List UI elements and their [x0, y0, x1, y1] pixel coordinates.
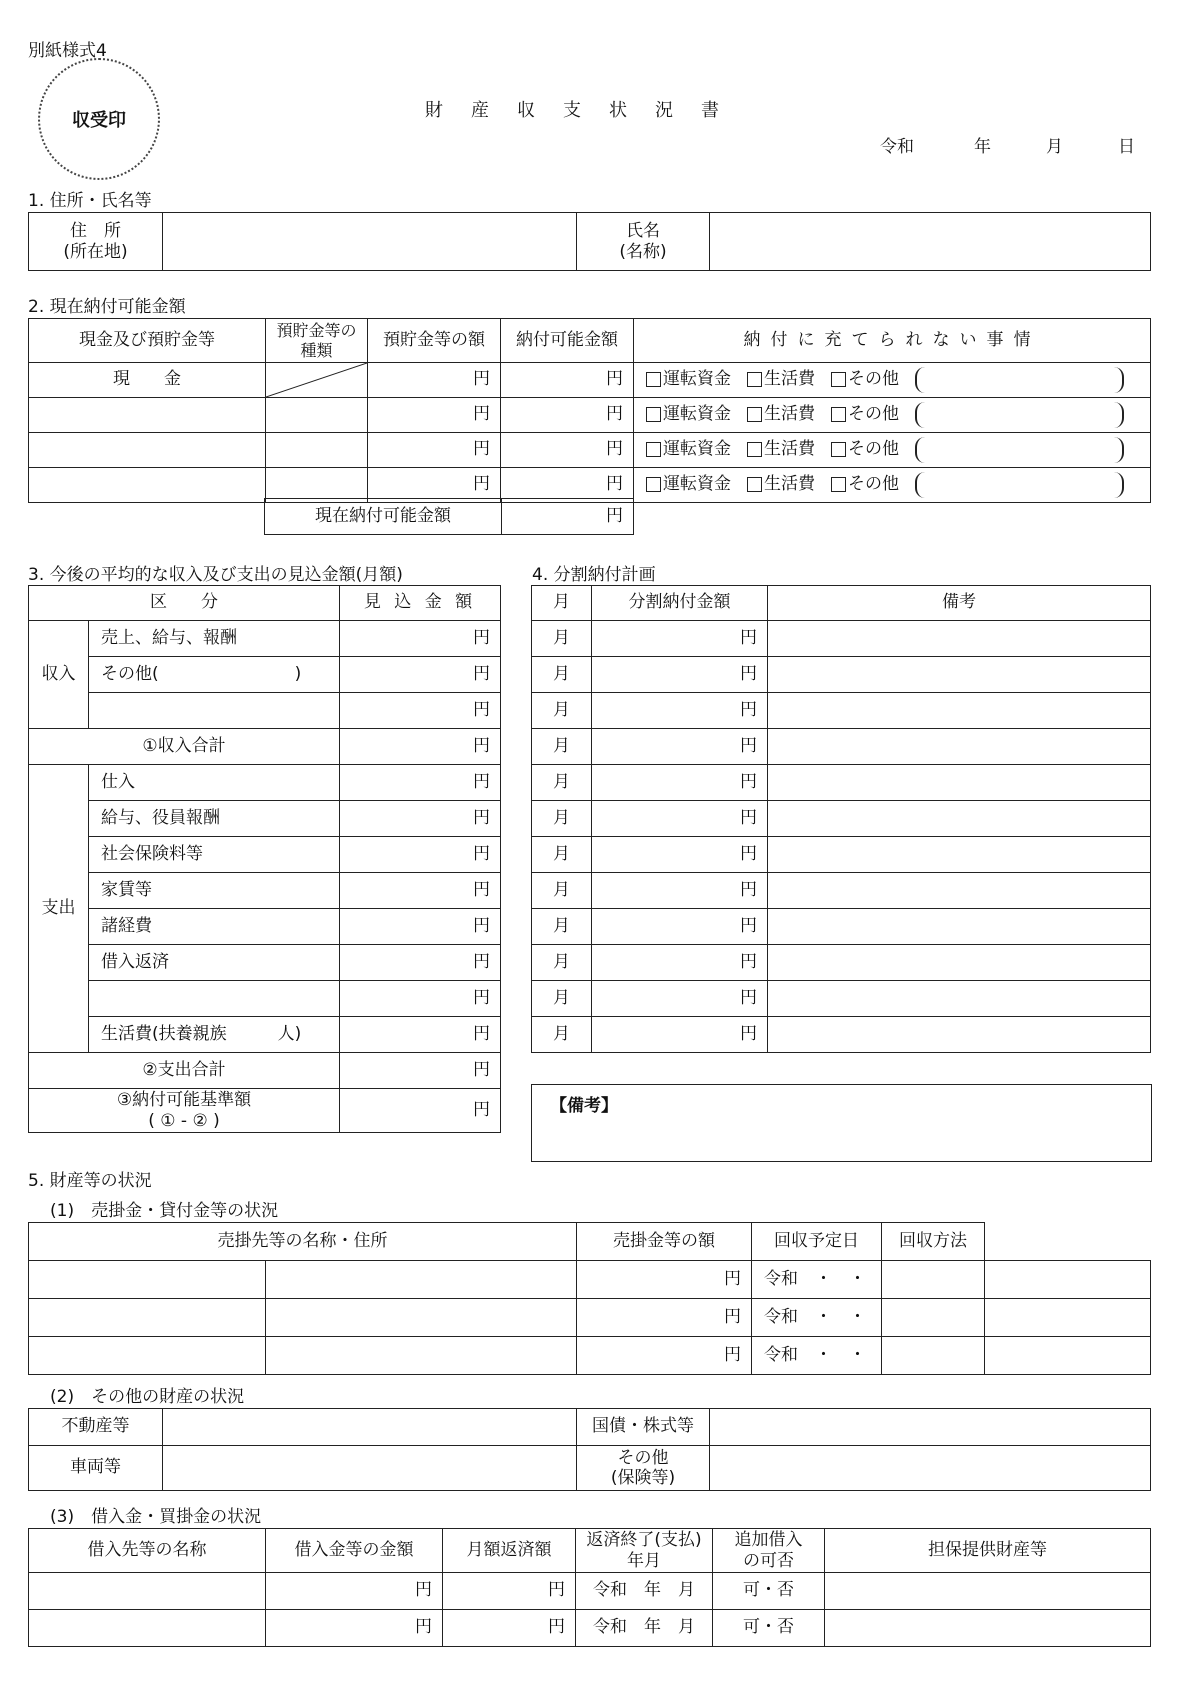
section5-1-heading: (1) 売掛金・貸付金等の状況: [50, 1201, 279, 1221]
collect-method[interactable]: [985, 1337, 1151, 1375]
income-amount[interactable]: 円: [340, 693, 501, 729]
debtor-name[interactable]: [29, 1261, 266, 1299]
expense-amount[interactable]: 円: [340, 909, 501, 945]
diagonal-cell: [266, 363, 368, 398]
plan-month[interactable]: 月: [532, 621, 592, 657]
end-date[interactable]: 令和 年 月: [576, 1573, 713, 1610]
h-plan-amount: 分割納付金額: [592, 586, 768, 621]
cash-field[interactable]: [29, 398, 266, 433]
expense-item: 借入返済: [89, 945, 340, 981]
name-label: 氏名 (名称): [577, 213, 710, 271]
income-item: 売上、給与、報酬: [89, 621, 340, 657]
expense-amount[interactable]: 円: [340, 801, 501, 837]
h-loan-amount: 借入金等の金額: [266, 1529, 443, 1573]
debtor-name[interactable]: [29, 1337, 266, 1375]
payable-field[interactable]: 円: [501, 433, 634, 468]
plan-row: [532, 945, 1151, 981]
plan-amount[interactable]: 円: [592, 981, 768, 1017]
plan-amount[interactable]: 円: [592, 873, 768, 909]
h-end-date: 返済終了(支払) 年月: [576, 1529, 713, 1573]
h-kubun: 区 分: [29, 586, 340, 621]
plan-row: [532, 621, 1151, 657]
expense-row: [29, 1017, 501, 1053]
plan-remark[interactable]: [768, 981, 1151, 1017]
page-title: 財産収支状況書: [425, 100, 747, 121]
available-amount-table: [28, 318, 1151, 503]
loan-row: [29, 1610, 1151, 1647]
section4-heading: 4. 分割納付計画: [532, 565, 656, 585]
plan-row: [532, 693, 1151, 729]
plan-remark[interactable]: [768, 945, 1151, 981]
plan-month[interactable]: 月: [532, 657, 592, 693]
reason-cell: [634, 398, 1151, 433]
debtor-name[interactable]: [29, 1299, 266, 1337]
expense-row: [29, 837, 501, 873]
plan-amount[interactable]: 円: [592, 945, 768, 981]
other-label: その他 (保険等): [577, 1446, 710, 1491]
plan-amount[interactable]: 円: [592, 1017, 768, 1053]
expense-item: 家賃等: [89, 873, 340, 909]
collateral[interactable]: [825, 1573, 1151, 1610]
plan-month[interactable]: 月: [532, 693, 592, 729]
receivable-row: [29, 1337, 1151, 1375]
plan-remark[interactable]: [768, 873, 1151, 909]
date-era: 令和: [880, 137, 914, 157]
section5-2-heading: (2) その他の財産の状況: [50, 1387, 245, 1407]
expense-row: [29, 981, 501, 1017]
collect-date[interactable]: 令和 ・ ・: [752, 1261, 882, 1299]
h-collateral: 担保提供財産等: [825, 1529, 1151, 1573]
remarks-box[interactable]: [531, 1084, 1152, 1162]
collect-date[interactable]: 令和 ・ ・: [752, 1337, 882, 1375]
h-deposit-type: 預貯金等の種類: [266, 319, 368, 363]
deposit-amount-field[interactable]: 円: [368, 398, 501, 433]
plan-row: [532, 657, 1151, 693]
h-cash: 現金及び預貯金等: [29, 319, 266, 363]
deposit-row: [29, 398, 1151, 433]
h-collect-date: 回収予定日: [752, 1223, 882, 1261]
section5-3-heading: (3) 借入金・買掛金の状況: [50, 1507, 262, 1527]
plan-month[interactable]: 月: [532, 765, 592, 801]
plan-amount[interactable]: 円: [592, 693, 768, 729]
reason-checkbox[interactable]: その他: [831, 440, 899, 460]
section2-heading: 2. 現在納付可能金額: [28, 297, 186, 317]
income-amount[interactable]: 円: [340, 621, 501, 657]
date-line: [880, 132, 1135, 157]
collateral[interactable]: [825, 1610, 1151, 1647]
lender-name[interactable]: [29, 1573, 266, 1610]
expense-item: [89, 981, 340, 1017]
h-plan-remark: 備考: [768, 586, 1151, 621]
address-field[interactable]: [163, 213, 577, 271]
reason-cell: [634, 468, 1151, 503]
receivables-table: [28, 1222, 1151, 1375]
loans-table: [28, 1528, 1151, 1647]
date-month: 月: [1046, 137, 1063, 157]
base-amount-value[interactable]: 円: [340, 1089, 501, 1133]
receivable-kind[interactable]: [882, 1299, 985, 1337]
expense-amount[interactable]: 円: [340, 981, 501, 1017]
income-amount[interactable]: 円: [340, 657, 501, 693]
reason-checkbox[interactable]: その他: [831, 475, 899, 495]
realestate-field[interactable]: [163, 1409, 577, 1446]
expense-row: [29, 765, 501, 801]
income-total-amount[interactable]: 円: [340, 729, 501, 765]
expense-amount[interactable]: 円: [340, 945, 501, 981]
plan-amount[interactable]: 円: [592, 657, 768, 693]
h-payable: 納付可能金額: [501, 319, 634, 363]
cash-label: 現 金: [29, 363, 266, 398]
collect-method[interactable]: [985, 1299, 1151, 1337]
receivable-amount[interactable]: 円: [577, 1337, 752, 1375]
other-assets-table: [28, 1408, 1151, 1491]
section3-heading: 3. 今後の平均的な収入及び支出の見込金額(月額): [28, 565, 403, 585]
deposit-amount-field[interactable]: 円: [368, 363, 501, 398]
collect-date[interactable]: 令和 ・ ・: [752, 1299, 882, 1337]
reason-bracket-field[interactable]: [915, 367, 1124, 393]
expense-item: 社会保険料等: [89, 837, 340, 873]
plan-month[interactable]: 月: [532, 801, 592, 837]
expense-item: 生活費(扶養親族 人): [89, 1017, 340, 1053]
h-method: 回収方法: [882, 1223, 985, 1261]
receivable-kind[interactable]: [882, 1337, 985, 1375]
debtor-address[interactable]: [266, 1299, 577, 1337]
bonds-field[interactable]: [710, 1409, 1151, 1446]
installment-plan-table: [531, 585, 1151, 1053]
lender-name[interactable]: [29, 1610, 266, 1647]
reason-checkbox[interactable]: 生活費: [747, 405, 815, 425]
expense-label: 支出: [29, 765, 89, 1053]
additional-loan[interactable]: 可・否: [713, 1573, 825, 1610]
receivable-kind[interactable]: [882, 1261, 985, 1299]
expense-item: 諸経費: [89, 909, 340, 945]
reason-bracket-field[interactable]: [915, 402, 1124, 428]
reason-checkbox[interactable]: 運転資金: [646, 405, 731, 425]
base-amount-label: ③納付可能基準額 ( ① - ② ): [29, 1089, 340, 1133]
expense-amount[interactable]: 円: [340, 765, 501, 801]
section1-heading: 1. 住所・氏名等: [28, 191, 152, 211]
h-monthly: 月額返済額: [443, 1529, 576, 1573]
reason-bracket-field[interactable]: [915, 472, 1124, 498]
reason-checkbox[interactable]: 生活費: [747, 370, 815, 390]
expense-item: 給与、役員報酬: [89, 801, 340, 837]
plan-month[interactable]: 月: [532, 981, 592, 1017]
plan-amount[interactable]: 円: [592, 801, 768, 837]
income-row: [29, 693, 501, 729]
plan-amount[interactable]: 円: [592, 909, 768, 945]
loan-amount[interactable]: 円: [266, 1610, 443, 1647]
other-field[interactable]: [710, 1446, 1151, 1491]
deposit-amount-field[interactable]: 円: [368, 433, 501, 468]
plan-remark[interactable]: [768, 729, 1151, 765]
date-day: 日: [1118, 137, 1135, 157]
receivable-amount[interactable]: 円: [577, 1299, 752, 1337]
income-item: その他( ): [89, 657, 340, 693]
payable-field[interactable]: 円: [501, 398, 634, 433]
receipt-stamp: 収受印: [38, 58, 160, 180]
date-year: 年: [974, 137, 991, 157]
expense-row: [29, 873, 501, 909]
form-number: 別紙様式4: [28, 41, 107, 61]
expense-total-label: ②支出合計: [29, 1053, 340, 1089]
plan-row: [532, 765, 1151, 801]
reason-checkbox[interactable]: 生活費: [747, 475, 815, 495]
plan-row: [532, 1017, 1151, 1053]
plan-remark[interactable]: [768, 1017, 1151, 1053]
reason-checkbox[interactable]: 運転資金: [646, 370, 731, 390]
payable-field[interactable]: 円: [501, 363, 634, 398]
cash-field[interactable]: [29, 433, 266, 468]
vehicles-field[interactable]: [163, 1446, 577, 1491]
income-total-label: ①収入合計: [29, 729, 340, 765]
plan-month[interactable]: 月: [532, 729, 592, 765]
address-label: 住 所 (所在地): [29, 213, 163, 271]
plan-amount[interactable]: 円: [592, 729, 768, 765]
remarks-label: 【備考】: [550, 1096, 618, 1116]
monthly-payment[interactable]: 円: [443, 1610, 576, 1647]
name-field[interactable]: [710, 213, 1151, 271]
plan-remark[interactable]: [768, 657, 1151, 693]
receivable-row: [29, 1299, 1151, 1337]
available-total-label: 現在納付可能金額: [265, 499, 502, 535]
reason-cell: [634, 433, 1151, 468]
deposit-row: [29, 363, 1151, 398]
receivable-amount[interactable]: 円: [577, 1261, 752, 1299]
plan-remark[interactable]: [768, 693, 1151, 729]
h-deposit-amount: 預貯金等の額: [368, 319, 501, 363]
debtor-address[interactable]: [266, 1337, 577, 1375]
cash-field[interactable]: [29, 468, 266, 503]
plan-amount[interactable]: 円: [592, 837, 768, 873]
income-label: 収入: [29, 621, 89, 729]
plan-row: [532, 729, 1151, 765]
monthly-payment[interactable]: 円: [443, 1573, 576, 1610]
plan-row: [532, 981, 1151, 1017]
expense-amount[interactable]: 円: [340, 873, 501, 909]
plan-remark[interactable]: [768, 621, 1151, 657]
additional-loan[interactable]: 可・否: [713, 1610, 825, 1647]
vehicles-label: 車両等: [29, 1446, 163, 1491]
plan-row: [532, 801, 1151, 837]
end-date[interactable]: 令和 年 月: [576, 1610, 713, 1647]
deposit-type-field[interactable]: [266, 433, 368, 468]
available-total-yen[interactable]: 円: [502, 499, 634, 535]
available-total-row: [264, 498, 634, 535]
expense-amount[interactable]: 円: [340, 837, 501, 873]
plan-row: [532, 837, 1151, 873]
reason-checkbox[interactable]: 生活費: [747, 440, 815, 460]
plan-row: [532, 909, 1151, 945]
loan-row: [29, 1573, 1151, 1610]
plan-remark[interactable]: [768, 837, 1151, 873]
h-debtor: 売掛先等の名称・住所: [29, 1223, 577, 1261]
income-item: [89, 693, 340, 729]
reason-checkbox[interactable]: 運転資金: [646, 475, 731, 495]
reason-cell: [634, 363, 1151, 398]
plan-month[interactable]: 月: [532, 945, 592, 981]
expense-amount[interactable]: 円: [340, 1017, 501, 1053]
income-row: [29, 621, 501, 657]
h-amount: 見 込 金 額: [340, 586, 501, 621]
payable-field[interactable]: 円: [501, 468, 634, 503]
plan-month[interactable]: 月: [532, 1017, 592, 1053]
realestate-label: 不動産等: [29, 1409, 163, 1446]
reason-bracket-field[interactable]: [915, 437, 1124, 463]
collect-method[interactable]: [985, 1261, 1151, 1299]
plan-remark[interactable]: [768, 801, 1151, 837]
reason-checkbox[interactable]: その他: [831, 405, 899, 425]
plan-amount[interactable]: 円: [592, 621, 768, 657]
debtor-address[interactable]: [266, 1261, 577, 1299]
deposit-row: [29, 433, 1151, 468]
plan-row: [532, 873, 1151, 909]
loan-amount[interactable]: 円: [266, 1573, 443, 1610]
plan-month[interactable]: 月: [532, 837, 592, 873]
plan-month[interactable]: 月: [532, 909, 592, 945]
reason-checkbox[interactable]: その他: [831, 370, 899, 390]
deposit-amount-field[interactable]: 円: [368, 468, 501, 503]
address-table: [28, 212, 1151, 271]
h-plan-month: 月: [532, 586, 592, 621]
receivable-row: [29, 1261, 1151, 1299]
h-reason: 納付に充てられない事情: [634, 319, 1151, 363]
income-expense-table: [28, 585, 501, 1133]
expense-row: [29, 945, 501, 981]
bonds-label: 国債・株式等: [577, 1409, 710, 1446]
income-row: [29, 657, 501, 693]
plan-month[interactable]: 月: [532, 873, 592, 909]
expense-total-amount[interactable]: 円: [340, 1053, 501, 1089]
plan-remark[interactable]: [768, 909, 1151, 945]
deposit-type-field[interactable]: [266, 398, 368, 433]
section5-heading: 5. 財産等の状況: [28, 1171, 152, 1191]
expense-row: [29, 909, 501, 945]
expense-row: [29, 801, 501, 837]
h-receivable-amount: 売掛金等の額: [577, 1223, 752, 1261]
reason-checkbox[interactable]: 運転資金: [646, 440, 731, 460]
h-additional: 追加借入 の可否: [713, 1529, 825, 1573]
plan-amount[interactable]: 円: [592, 765, 768, 801]
h-lender: 借入先等の名称: [29, 1529, 266, 1573]
expense-item: 仕入: [89, 765, 340, 801]
plan-remark[interactable]: [768, 765, 1151, 801]
